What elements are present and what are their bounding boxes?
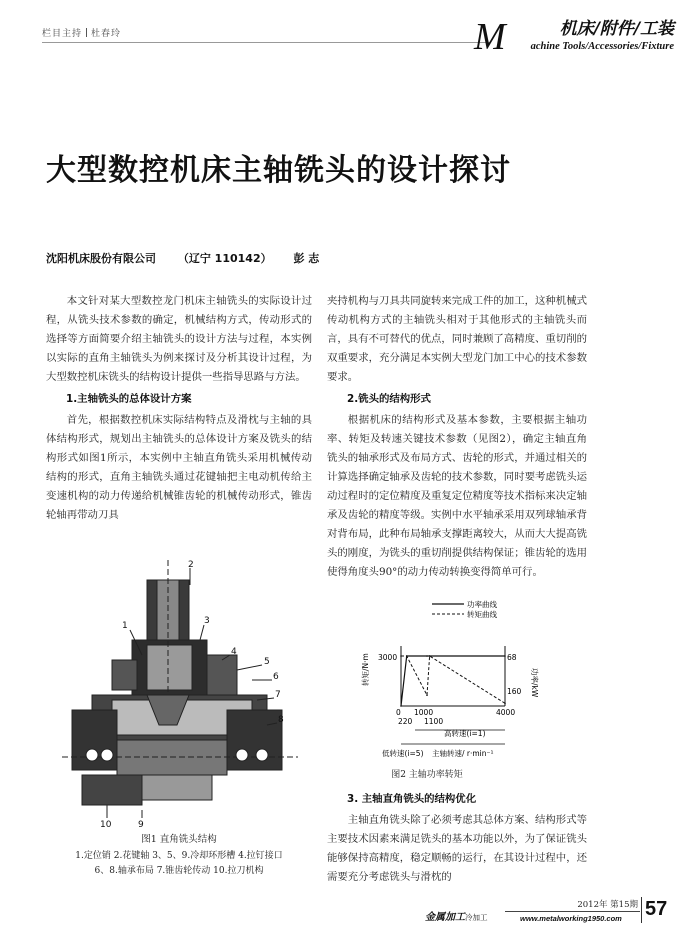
column-host [42, 26, 121, 39]
section-heading-1: 1.主轴铣头的总体设计方案 [66, 393, 192, 405]
fig1-label-9: 9 [138, 820, 144, 830]
fig1-label-7: 7 [275, 690, 281, 700]
series-point-torque-0 [400, 655, 402, 657]
section2-paragraph: 根据机床的结构形式及基本参数，主要根据主轴功率、转矩及转速关键技术参数（见图2），确定主轴直角铣头的轴承形式及布局方式、齿轮的形式，并通过相关的计算选择确定轴承及齿轮的技术参数，同时要考虑铣头运动过程时的定位精度及重复定位精度等技术指标来决定轴承及齿轮的精度等级。实例中水平轴承采用双列球轴承背对背布局，此种布局轴承支撑距离较大，从而大大提高铣头的刚度，为铣头的重切削提供结构保证；锥齿轮的选用使得角度头90°的动力传动转换变得简单可行。 [327, 414, 587, 578]
x-tick-220: 220 [398, 717, 413, 726]
column-host-label: 栏目主持 [42, 29, 83, 39]
fig1-label-10: 10 [100, 820, 112, 830]
right-column [327, 292, 587, 582]
footer-brand-name: 金属加工 [425, 912, 465, 923]
left-column [46, 292, 312, 525]
y-axis-right-label: 功率/kW [530, 668, 539, 698]
series-point-torque-2 [426, 694, 428, 696]
page-number-bar [641, 897, 642, 923]
section-title-cn: 机床/附件/工装 [559, 19, 674, 39]
series-point-power-4 [504, 655, 506, 657]
fig1-label-4: 4 [231, 647, 237, 657]
footer-url[interactable]: www.metalworking1950.com [520, 914, 622, 923]
column-host-name: 杜春玲 [91, 29, 122, 39]
right-column-bottom [327, 787, 587, 887]
fig1-label-2: 2 [188, 560, 194, 570]
figure2-chart [360, 598, 540, 774]
section-title-en: achine Tools/Accessories/Fixture [530, 41, 674, 52]
series-line-power [401, 656, 505, 706]
series-point-power-2 [426, 655, 428, 657]
footer-brand [425, 908, 488, 923]
section-logo-m: M [474, 16, 506, 58]
high-speed-label: 高转速(i=1) [444, 729, 486, 738]
header-separator [86, 28, 87, 37]
low-speed-label: 低转速(i=5) [382, 749, 424, 758]
section1-paragraph: 首先，根据数控机床实际结构特点及滑枕与主轴的具体结构形式，规划出主轴铣头的总体设计方案及铣头的结构形式如图1所示，本实例中主轴直角铣头采用机械传动结构的形式，直角主轴铣头通过花键轴把主电动机传给主变速机构的动力传递给机械锥齿轮的机械传动形式，锥齿轮轴再带动刀具 [46, 414, 312, 521]
x-tick-4000: 4000 [496, 708, 516, 717]
y-axis-left-label: 转矩/N·m [361, 653, 370, 686]
fig1-label-5: 5 [264, 657, 270, 667]
footer-rule [505, 911, 640, 912]
article-title: 大型数控机床主轴铣头的设计探讨 [46, 153, 511, 188]
section-header [474, 14, 674, 58]
byline [46, 250, 337, 266]
legend-torque-label: 转矩曲线 [467, 610, 497, 619]
section-heading-2: 2.铣头的结构形式 [347, 393, 431, 405]
series-point-torque-4 [504, 703, 506, 705]
figure1-caption-title: 图1 直角铣头结构 [141, 834, 217, 845]
legend-power-label: 功率曲线 [467, 600, 497, 609]
x-tick-1000: 1000 [414, 708, 434, 717]
header-rule [42, 42, 490, 43]
author-location: （辽宁 110142） [177, 252, 272, 265]
figure1-drawing [62, 560, 298, 830]
x-tick-1100: 1100 [424, 717, 444, 726]
footer-brand-sub: 冷加工 [465, 913, 488, 922]
y-tick-68: 68 [507, 653, 517, 662]
fig1-label-6: 6 [273, 672, 279, 682]
series-point-torque-3 [429, 655, 431, 657]
fig1-label-1: 1 [122, 621, 128, 631]
figure2-caption: 图2 主轴功率转矩 [391, 770, 463, 780]
figure1-caption [46, 832, 312, 879]
section1-paragraph-continued: 夹持机构与刀具共同旋转来完成工件的加工，这种机械式传动机构方式的主轴铣头相对于其他形式的主轴铣头而言，具有不可替代的优点，同时兼顾了高精度、重切削的双重要求，充分满足本实例大型龙门加工中心的技术参数要求。 [327, 295, 587, 383]
author-name: 彭 志 [293, 252, 320, 265]
y-tick-160: 160 [507, 687, 522, 696]
y-tick-3000: 3000 [378, 653, 398, 662]
intro-paragraph: 本文针对某大型数控龙门机床主轴铣头的实际设计过程，从铣头技术参数的确定，机械结构方式，传动形式的选择等方面简要介绍主轴铣头的设计方法与过程，本实例以实际的直角主轴铣头为例来探讨及分析其设计过程，为大型数控机床铣头的结构设计提供一些指导思路与方法。 [46, 295, 312, 383]
figure1-legend-line2: 6、8.轴承布局 7.锥齿轮传动 10.拉刀机构 [94, 866, 264, 876]
x-tick-0: 0 [396, 708, 401, 717]
footer-issue: 2012年 第15期 [577, 900, 638, 910]
author-company: 沈阳机床股份有限公司 [46, 252, 156, 265]
section-heading-3: 3. 主轴直角铣头的结构优化 [347, 793, 477, 805]
page-number: 57 [645, 898, 668, 920]
fig1-label-8: 8 [278, 715, 284, 725]
section3-paragraph: 主轴直角铣头除了必须考虑其总体方案、结构形式等主要技术因素来满足铣头的基本功能以外，为了保证铣头能够保持高精度，稳定顺畅的运行，在其设计过程中，还需要充分考虑铣头与滑枕的 [327, 814, 587, 883]
series-point-power-0 [400, 705, 402, 707]
fig1-label-3: 3 [204, 616, 210, 626]
series-point-torque-1 [406, 655, 408, 657]
figure1-legend-line1: 1.定位销 2.花键轴 3、5、9.冷却环形槽 4.拉钉接口 [75, 851, 283, 861]
x-axis-label: 主轴转速/ r·min⁻¹ [432, 749, 494, 758]
series-line-torque [401, 656, 505, 703]
